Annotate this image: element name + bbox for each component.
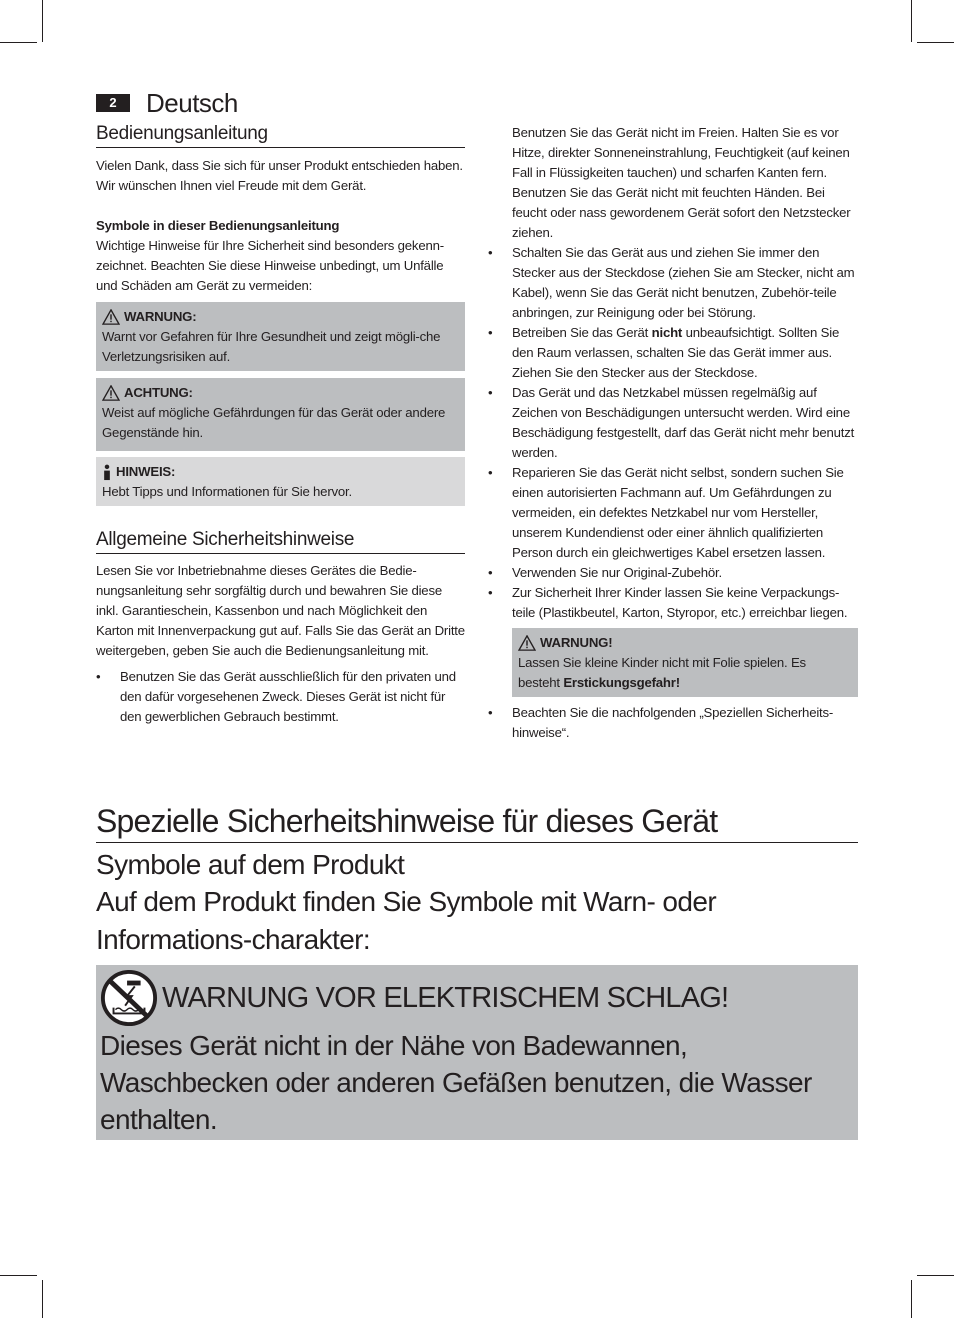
crop-mark <box>911 0 912 42</box>
list-item: • Benutzen Sie das Gerät ausschließlich für den privaten und den dafür vorgesehenen Zweck. Dieses Gerät ist nicht für den gewerblichen Gebrauch bestimmt. <box>96 667 465 727</box>
safety-list <box>96 667 465 727</box>
special-safety-title: Spezielle Sicherheitshinweise für dieses Gerät <box>96 803 858 843</box>
warning-box-text: Warnt vor Gefahren für Ihre Gesundheit und zeigt mögli-che Verletzungsrisiken auf. <box>102 329 441 364</box>
crop-mark <box>917 1275 954 1276</box>
warning-triangle-icon <box>518 635 536 651</box>
list-item: • Schalten Sie das Gerät aus und ziehen Sie immer den Stecker aus der Steckdose (ziehen Sie am Stecker, nicht am Kabel), wenn Sie das Gerät nicht benutzen, Zubehör-teile anbringen, zur Reinigung oder bei Störung. <box>488 243 858 323</box>
caution-box-title: ACHTUNG: <box>124 385 193 400</box>
list-item: • Zur Sicherheit Ihrer Kinder lassen Sie keine Verpackungs-teile (Plastikbeutel, Karton, Styropor, etc.) erreichbar liegen. <box>488 583 858 623</box>
page-header <box>96 88 238 118</box>
language-title: Deutsch <box>146 87 238 118</box>
crop-mark <box>42 1280 43 1318</box>
electric-shock-warning-text: Dieses Gerät nicht in der Nähe von Badewannen, Waschbecken oder anderen Gefäßen benutzen, die Wasser enthalten. <box>100 1030 812 1135</box>
list-item: • Reparieren Sie das Gerät nicht selbst, sondern suchen Sie einen autorisierten Fachmann auf. Um Gefährdungen zu vermeiden, ein defektes Netzkabel nur vom Hersteller, unserem Kundendienst oder einer ähnlich qualifizierten Person durch ein gleichwertiges Kabel ersetzen lassen. <box>488 463 858 563</box>
special-safety-section <box>96 803 858 1140</box>
page-number: 2 <box>96 94 130 112</box>
list-item: • Beachten Sie die nachfolgenden „Speziellen Sicherheits-hinweise“. <box>488 703 858 743</box>
right-column <box>488 123 858 743</box>
caution-box-text: Weist auf mögliche Gefährdungen für das Gerät oder andere Gegenstände hin. <box>102 405 446 440</box>
crop-mark <box>0 42 37 43</box>
warning-box <box>96 302 465 371</box>
info-icon <box>102 464 112 481</box>
safety-list-continued <box>488 243 858 623</box>
product-symbols-text: Auf dem Produkt finden Sie Symbole mit Warn- oder Informations-charakter: <box>96 886 717 955</box>
note-box-text: Hebt Tipps und Informationen für Sie hervor. <box>102 484 352 499</box>
safety-list-final <box>488 703 858 743</box>
warning-triangle-icon <box>102 309 120 325</box>
note-box <box>96 457 465 506</box>
list-item: • Das Gerät und das Netzkabel müssen regelmäßig auf Zeichen von Beschädigungen untersucht werden. Wird eine Beschädigung festgestellt, darf das Gerät nicht mehr benutzt werden. <box>488 383 858 463</box>
list-item: • Verwenden Sie nur Original-Zubehör. <box>488 563 858 583</box>
symbols-text: Wichtige Hinweise für Ihre Sicherheit sind besonders gekenn-zeichnet. Beachten Sie diese Hinweise unbedingt, um Unfälle und Schäden am Gerät zu vermeiden: <box>96 238 444 293</box>
crop-mark <box>0 1275 37 1276</box>
left-column <box>96 124 465 727</box>
children-warning-title: WARNUNG! <box>540 635 613 650</box>
list-item: • Betreiben Sie das Gerät nicht unbeaufsichtigt. Sollten Sie den Raum verlassen, schalten Sie das Gerät immer aus. Ziehen Sie den Stecker aus der Steckdose. <box>488 323 858 383</box>
note-box-title: HINWEIS: <box>116 464 176 479</box>
crop-mark <box>911 1280 912 1318</box>
children-warning-text: Lassen Sie kleine Kinder nicht mit Folie spielen. Es besteht Erstickungsgefahr! <box>518 655 806 690</box>
crop-mark <box>917 42 954 43</box>
intro-text: Vielen Dank, dass Sie sich für unser Produkt entschieden haben. Wir wünschen Ihnen viel Freude mit dem Gerät. <box>96 158 463 193</box>
electric-shock-warning-title: WARNUNG VOR ELEKTRISCHEM SCHLAG! <box>162 981 729 1014</box>
children-warning-box <box>512 628 858 697</box>
safety-text: Lesen Sie vor Inbetriebnahme dieses Gerätes die Bedie-nungsanleitung sehr sorgfältig durch und bewahren Sie diese inkl. Garantieschein, Kassenbon und nach Möglichkeit den Karton mit Innenverpackung gut auf. Falls Sie das Gerät an Dritte weitergeben, geben Sie auch die Bedienungsanleitung mit. <box>96 563 465 658</box>
warning-box-title: WARNUNG: <box>124 309 197 324</box>
symbols-heading: Symbole in dieser Bedienungsanleitung <box>96 218 340 233</box>
safety-heading: Allgemeine Sicherheitshinweise <box>96 530 465 554</box>
product-symbols-title: Symbole auf dem Produkt <box>96 849 405 880</box>
electric-shock-warning-box <box>96 965 858 1140</box>
manual-heading: Bedienungsanleitung <box>96 124 465 148</box>
crop-mark <box>42 0 43 42</box>
continuation-text: Benutzen Sie das Gerät nicht im Freien. Halten Sie es vor Hitze, direkter Sonneneinstrahlung, Feuchtigkeit (auf keinen Fall in Flüssigkeiten tauchen) und scharfen Kanten fern. Benutzen Sie das Gerät nicht mit feuchten Händen. Bei feucht oder nass gewordenem Gerät sofort den Netzstecker ziehen. <box>512 125 851 240</box>
no-water-electric-shock-icon <box>100 969 158 1027</box>
caution-triangle-icon <box>102 385 120 401</box>
caution-box <box>96 378 465 451</box>
